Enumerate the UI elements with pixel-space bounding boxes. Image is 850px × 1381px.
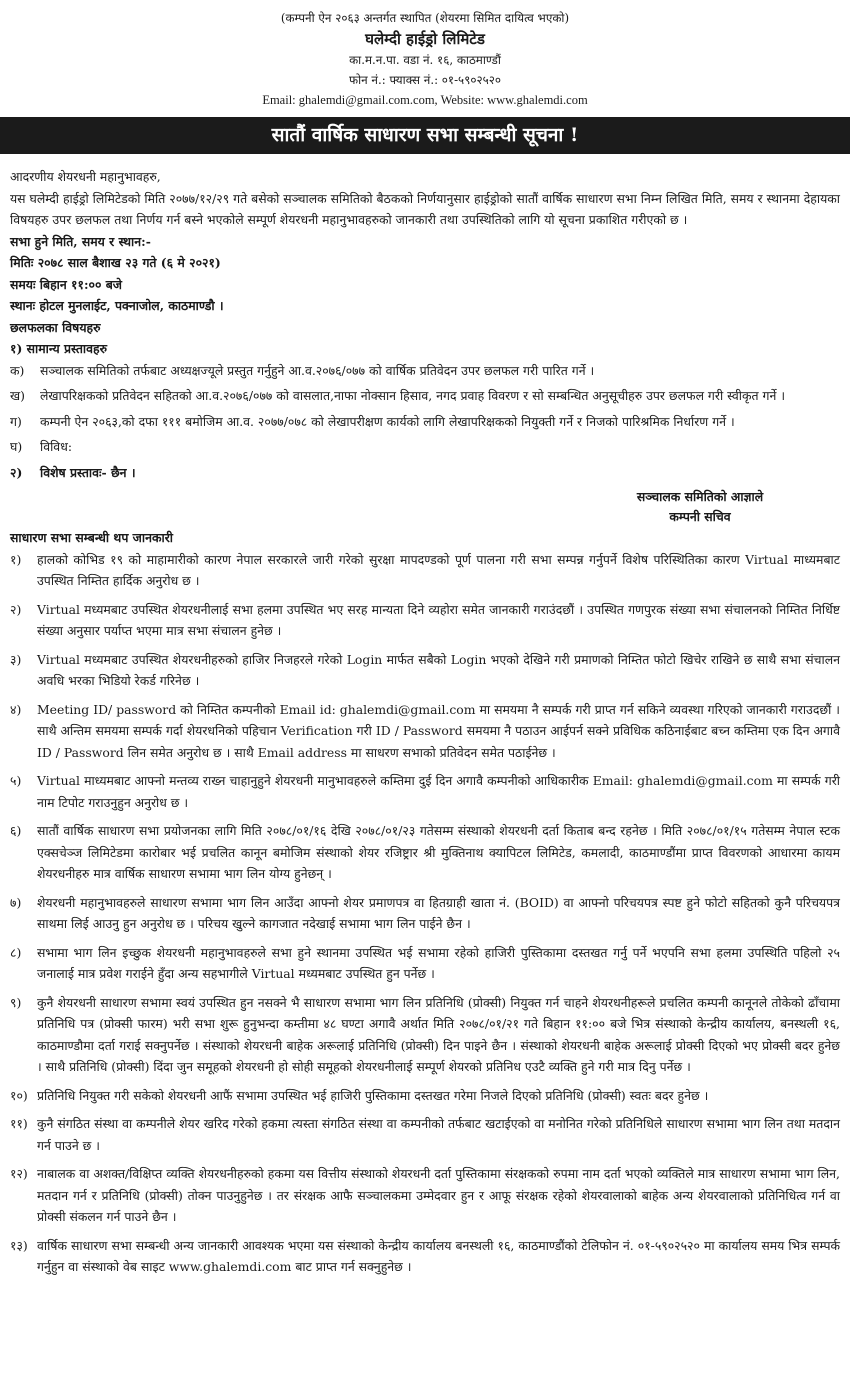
notice-title-banner: सातौं वार्षिक साधारण सभा सम्बन्धी सूचना ! [0,117,850,154]
intro-paragraph: यस घलेम्दी हाईड्रो लिमिटेडको मिति २०७७/१२/२९ गते बसेको सञ्चालक समितिको बैठकको निर्णयानुसार हाईड्रोको सातौं वार्षिक साधारण सभा निम्न लिखित मिति, समय र स्थानमा देहायका विषयहरु उपर छलफल तथा निर्णय गर्न बस्ने भएकोले सम्पूर्ण शेयरधनी महानुभावहरुको जानकारी तथा उपस्थितिको लागि यो सूचना प्रकाशित गरीएको छ । [10,190,840,227]
special-proposal [10,462,840,484]
info-item-text: वार्षिक साधारण सभा सम्बन्धी अन्य जानकारी आवश्यक भएमा यस संस्थाको केन्द्रीय कार्यालय बनस्थली १६, काठमाण्डौंको टेलिफोन नं. ०१-५९०२५२० मा कार्यालय समय भित्र सम्पर्क गर्नुहुन वा संस्थाको वेब साइट www.ghalemdi.com बाट प्राप्त गर्न सक्नुहुनेछ । [37,1237,840,1274]
agenda-heading: छलफलका विषयहरु [10,319,101,335]
agenda-item-text: सञ्चालक समितिको तर्फबाट अध्यक्षज्यूले प्रस्तुत गर्नुहुने आ.व.२०७६/०७७ को वार्षिक प्रतिवेदन उपर छलफल गरी पारित गर्ने । [40,362,595,378]
signature-authority: सञ्चालक समितिको आज्ञाले [636,489,764,504]
meeting-venue: स्थानः होटल मुनलाईट, पक्नाजोल, काठमाण्डौ । [10,298,224,313]
info-item-text: सभामा भाग लिन इच्छुक शेयरधनी महानुभावहरुले सभा हुने स्थानमा उपस्थित भई सभामा रहेको हाजिरी पुस्तिकामा दस्तखत गर्नु पर्ने भएपनि सभा हलमा उपस्थिति पहिलो २५ जनालाई मात्र प्रवेश गराईने हुँदा अन्य सहभागीले Virtual मध्यमबाट उपस्थित हुन पर्नेछ । [37,944,840,981]
meeting-date: मितिः २०७८ साल बैशाख २३ गते (६ मे २०२१) [10,255,221,270]
info-item-text: Meeting ID/ password को निम्तित कम्पनीको Email id: ghalemdi@gmail.com मा समयमा नै सम्पर्क गरी प्राप्त गर्न सकिने व्यवस्था गरिएको जानकारी गराउदछौं । साथै अन्तिम समयमा सम्पर्क गर्दा शेयरधनिको पहिचान Verification गरी ID / Password समयमा नै पठाउन आईपर्न सक्ने प्रविधिक कठिनाईबाट बच्न कम्तिमा एक दिन अगावै ID / Password लिन समेत अनुरोध छ । साथै Email address मा साधरण सभाको प्रतिवेदन समेत पठाईनेछ । [37,701,840,760]
agenda-item [10,411,840,433]
agenda-item-label: क) [10,362,25,378]
info-item [10,820,840,885]
company-email-web: Email: ghalemdi@gmail.com.com, Website: www.ghalemdi.com [262,93,588,107]
info-item [10,549,840,592]
info-item-number: ७) [10,894,22,910]
special-proposal-label: २) [10,464,23,480]
info-item-number: ५) [10,773,22,788]
info-item-text: कुनै शेयरधनी साधारण सभामा स्वयं उपस्थित हुन नसक्ने भै साधारण सभामा भाग लिन प्रतिनिधि (प्रोक्सी) नियुक्त गर्न चाहने शेयरधनीहरूले प्रचलित कम्पनी कानूनले तोकेको ढाँचामा प्रतिनिधि पत्र (प्रोक्सी फारम) भरी सभा शुरू हुनुभन्दा कम्तीमा ४८ घण्टा अगावै अर्थात मिति २०७८/०१/२१ गते बिहान ११:०० बजे भित्र संस्थाको केन्द्रीय कार्यालय, बनस्थली १६, काठमाण्डौमा दर्ता गराई सक्नुपर्नेछ । संस्थाको शेयरधनी बाहेक अरूलाई प्रतिनिधि (प्रोक्सी) दिन पाइने छैन । संस्थाको शेयरधनी बाहेक अरूलाई प्रोक्सी दिएको भए प्रोक्सी बदर हुनेछ । साथै प्रतिनिधि (प्रोक्सी) दिंदा जुन समूहको शेयरधनी हो सोही समूहको शेयरधनीलाई सम्पूर्ण शेयरको प्रतिनिध एउटै व्यक्ति हुने गरी मात्र दिनु पर्नेछ । [37,994,841,1074]
info-item-text: कुनै संगठित संस्था वा कम्पनीले शेयर खरिद गरेको हकमा त्यस्ता संगठित संस्था वा कम्पनीको तर्फबाट खटाईएको वा मनोनित गरेको प्रतिनिधिले साधारण सभामा भाग लिन तथा मतदान गर्न पाउने छ । [37,1116,840,1153]
info-item-number: ३) [10,651,22,667]
establishment-line: (कम्पनी ऐन २०६३ अन्तर्गत स्थापित (शेयरमा सिमित दायित्व भएको) [280,11,570,25]
info-item [10,649,840,692]
info-item-number: १३) [10,1237,28,1253]
info-item-text: Virtual मध्यमबाट उपस्थित शेयरधनीहरुको हाजिर निजहरले गरेको Login मार्फत सबैको Login भएको देखिने गरी प्रमाणको निम्तित फोटो खिचेर राखिने छ साथै सभा संचालन अवधि भरका भिडियो रेकर्ड गरिनेछ । [37,651,840,688]
company-phone: फोन नं.: फ्याक्स नं.: ०१-५९०२५२० [348,73,501,87]
info-item-text: हालको कोभिड १९ को माहामारीको कारण नेपाल सरकारले जारी गरेको सुरक्षा मापदण्डको पूर्ण पालना गरी सभा सम्पन्न गर्नुपर्ने विशेष परिस्थितिका कारण Virtual माध्यमबाट उपस्थित निम्तित हार्दिक अनुरोध छ । [37,551,840,588]
info-item-text: प्रतिनिधि नियुक्त गरी सकेको शेयरधनी आफैं सभामा उपस्थित भई हाजिरी पुस्तिकामा दस्तखत गरेमा निजले दिएको प्रतिनिधि (प्रोक्सी) स्वतः बदर हुनेछ । [37,1087,709,1103]
special-proposal-text: विशेष प्रस्तावः- छैन । [40,464,136,480]
letterhead [0,8,850,110]
info-item-number: ६) [10,823,22,838]
agenda-item-text: कम्पनी ऐन २०६३,को दफा १११ बमोजिम आ.व. २०७७/०७८ को लेखापरीक्षण कार्यको लागि लेखापरिक्षकको नियुक्ती गर्ने र निजको पारिश्रमिक निर्धारण गर्ने । [40,413,735,429]
info-item [10,992,840,1078]
info-item [10,892,840,935]
info-item [10,1235,840,1278]
info-item [10,770,840,813]
notice-body [10,166,840,1278]
info-item-number: ८) [10,944,22,960]
info-item-text: शेयरधनी महानुभावहरुले साधारण सभामा भाग लिन आउँदा आफ्नो शेयर प्रमाणपत्र वा हितग्राही खाता नं. (BOID) वा आफ्नो परिचयपत्र स्पष्ट हुने फोटो सहितको कुनै परिचयपत्र साथमा लिई आउनु हुन अनुरोध छ । परिचय खुल्ने कागजात नदेखाई सभामा भाग लिन पाईने छैन । [37,894,840,931]
info-item-number: २) [10,601,22,617]
signature-title: कम्पनी सचिव [669,509,731,524]
company-name: घलेम्दी हाईड्रो लिमिटेड [365,30,485,48]
info-item [10,942,840,985]
info-item-number: १०) [10,1087,28,1103]
agenda-item [10,360,840,382]
agenda-item-label: घ) [10,439,23,454]
info-item-text: Virtual मध्यमबाट उपस्थित शेयरधनीलाई सभा हलमा उपस्थित भए सरह मान्यता दिने व्यहोरा समेत जानकारी गराउंदछौं । उपस्थित गणपुरक संख्या सभा संचालनको निम्तित निर्धिष्ट संख्या अनुसार पर्याप्त भएमा मात्र सभा संचालन हुनेछ । [37,601,840,638]
info-item-number: ११) [10,1116,28,1131]
info-item [10,599,840,642]
agenda-item-text: लेखापरिक्षकको प्रतिवेदन सहितको आ.व.२०७६/०७७ को वासलात,नाफा नोक्सान हिसाव, नगद प्रवाह विवरण र सो सम्बन्धित अनुसूचीहरु उपर छलफल गरी स्वीकृत गर्ने । [40,388,786,403]
info-item [10,699,840,764]
general-proposals-heading: १) सामान्य प्रस्तावहरु [10,341,107,356]
agenda-item-label: ख) [10,388,25,403]
info-item-text: सातौं वार्षिक साधारण सभा प्रयोजनका लागि मिति २०७८/०१/१६ देखि २०७८/०१/२३ गतेसम्म संस्थाको शेयरधनी दर्ता किताब बन्द रहनेछ । मिति २०७८/०१/१५ गतेसम्म नेपाल स्टक एक्सचेञ्ज लिमिटेडमा कारोबार भई प्रचलित कानून बमोजिम संस्थाको शेयर रजिष्ट्रार श्री मुक्तिनाथ क्यापिटल लिमिटेड, कमलादी, काठमाण्डौंमा प्राप्त विवरणको आधारमा कायम शेयरधनीहरु मात्र वार्षिक साधारण सभामा भाग लिन योग्य हुनेछन् । [37,823,840,881]
info-item-number: ९) [10,994,22,1010]
info-item-text: Virtual माध्यमबाट आफ्नो मन्तव्य राख्न चाहानुहुने शेयरधनी मानुभावहरुले कम्तिमा दुई दिन अगावै कम्पनीको आधिकारीक Email: ghalemdi@gmail.com मा सम्पर्क गरी नाम टिपोट गराउनुहुन अनुरोध छ । [37,773,840,810]
agenda-item-label: ग) [10,413,22,429]
info-item [10,1113,840,1156]
salutation: आदरणीय शेयरधनी महानुभावहरु, [10,169,161,184]
info-item [10,1163,840,1228]
info-item-number: १२) [10,1166,28,1181]
info-item-number: १) [10,551,22,567]
info-item-number: ४) [10,701,22,717]
agenda-item [10,436,840,458]
additional-info-heading: साधारण सभा सम्बन्धी थप जानकारी [10,530,173,545]
meeting-heading: सभा हुने मिति, समय र स्थान:- [10,233,151,249]
meeting-time: समयः बिहान ११:०० बजे [10,276,122,292]
company-address: का.म.न.पा. वडा नं. १६, काठमाण्डौं [349,53,501,67]
info-item [10,1085,840,1107]
info-item-text: नाबालक वा अशक्त/विक्षिप्त व्यक्ति शेयरधनीहरुको हकमा यस वित्तीय संस्थाको शेयरधनी दर्ता पुस्तिकामा संरक्षकको रुपमा नाम दर्ता भएको व्यक्तिले मात्र साधारण सभामा भाग लिन, मतदान गर्न र प्रतिनिधि (प्रोक्सी) तोक्न पाउनुहुनेछ । तर संरक्षक आफै सञ्चालकमा उम्मेदवार हुन र आफू संरक्षक रहेको शेयरवालाको बाहेक अन्य शेयरवालाको प्रतिनिधित्व गर्न वा प्रोक्सी संकलन गर्न पाउने छैन । [37,1166,840,1224]
agenda-item [10,385,840,407]
signature-block [10,487,840,527]
agenda-item-text: विविध: [40,439,72,454]
